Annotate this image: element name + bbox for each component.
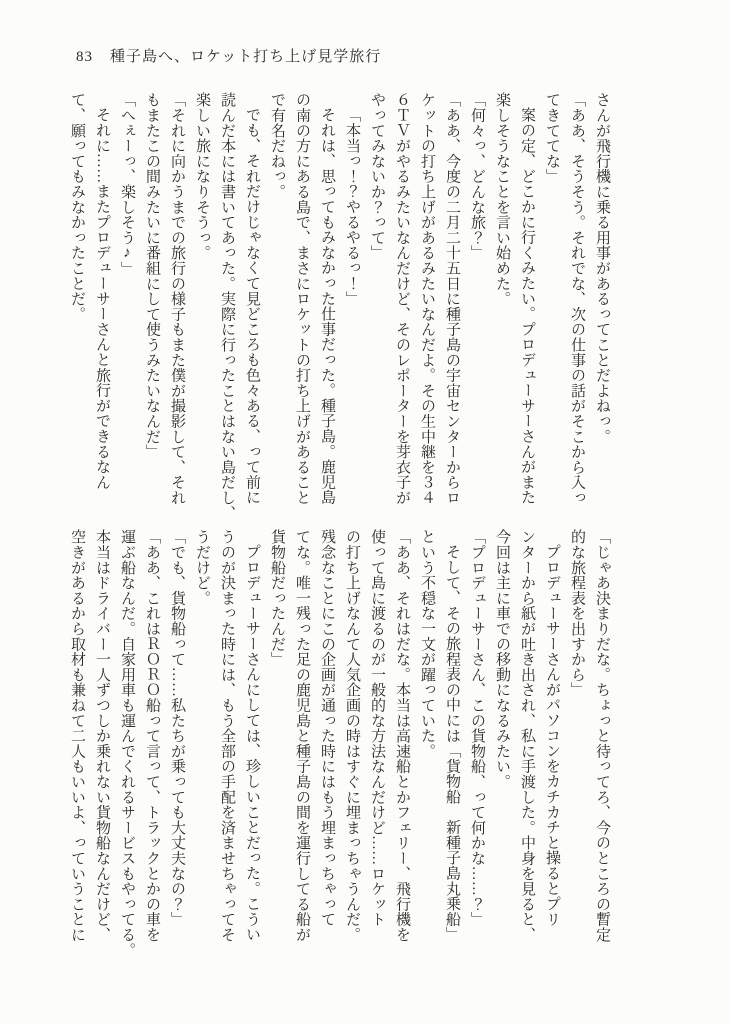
text-line: 「何々っ、どんな旅？」 bbox=[469, 92, 485, 261]
text-line: 運ぶ船なんだ。自家用車も運んでくれるサービスもやってる。 bbox=[119, 529, 135, 958]
text-line: 的な旅程表を出すから」 bbox=[569, 529, 585, 698]
text-line: それは、思ってもみなかった仕事だった。種子島。鹿児島 bbox=[319, 107, 335, 506]
text-line: 「でも、貨物船って……私たちが乗っても大丈夫なの？」 bbox=[169, 529, 185, 927]
text-line: て、願ってもみなかったことだ。 bbox=[69, 92, 85, 322]
text-line: で有名だねっ。 bbox=[269, 92, 285, 200]
text-line: ケットの打ち上げがあるみたいなんだよ。その生中継を３４ bbox=[419, 92, 435, 506]
text-line: 本当はドライバー一人ずつしか乗れない貨物船なんだけど、 bbox=[94, 529, 110, 943]
text-line: さんが飛行機に乗る用事があるってことだよねっ。 bbox=[594, 92, 610, 444]
text-line: うのが決まった時には、もう全部の手配を済ませちゃってそ bbox=[219, 529, 235, 943]
text-line: の打ち上げなんて人気企画の時はすぐに埋まっちゃうんだ。 bbox=[344, 529, 360, 943]
text-line: 「それに向かうまでの旅行の様子もまた僕が撮影して、それ bbox=[169, 92, 185, 506]
text-line: 読んだ本には書いてあった。実際に行ったことはない島だし、 bbox=[219, 92, 235, 521]
text-line: やってみないか？って」 bbox=[369, 92, 385, 261]
text-line: 「ああ、これはＲＯＲＯ船って言って、トラックとかの車を bbox=[144, 529, 160, 943]
text-line: うだけど。 bbox=[194, 529, 210, 606]
text-line: もまたこの間みたいに番組にして使うみたいなんだ」 bbox=[144, 92, 160, 460]
text-line: そして、その旅程表の中には「貨物船 新種子島丸乗船」 bbox=[444, 544, 460, 943]
text-line: プロデューサーさんがパソコンをカチカチと操るとプリ bbox=[544, 544, 560, 927]
text-line: 「ああ、今度の二月二十五日に種子島の宇宙センターからロ bbox=[444, 92, 460, 506]
text-line: 残念なことにこの企画が通った時にはもう埋まっちゃって bbox=[319, 529, 335, 927]
text-line: てな。唯一残った足の鹿児島と種子島の間を運行してる船が bbox=[294, 529, 310, 943]
text-block-bottom bbox=[64, 529, 614, 958]
text-line: 貨物船だったんだ」 bbox=[269, 529, 285, 667]
text-line: 「ああ、それはだな。本当は高速船とかフェリー、飛行機を bbox=[394, 529, 410, 943]
text-line: 「じゃあ決まりだな。ちょっと待ってろ、今のところの暫定 bbox=[594, 529, 610, 943]
text-line: 「ああ、そうそう。それでな、次の仕事の話がそこから入っ bbox=[569, 92, 585, 506]
text-line: ンターから紙が吐き出され、私に手渡した。中身を見ると、 bbox=[519, 529, 535, 943]
text-line: 「本当っ！？やるやるっ！」 bbox=[344, 107, 360, 307]
text-line: の南の方にある島で、まさにロケットの打ち上げがあること bbox=[294, 92, 310, 506]
running-title: 種子島へ、ロケット打ち上げ見学旅行 bbox=[110, 49, 382, 65]
text-line: という不穏な一文が躍っていた。 bbox=[419, 529, 435, 759]
page-number: 83 bbox=[76, 49, 93, 65]
text-line: それに……またプロデューサーさんと旅行ができるなん bbox=[94, 107, 110, 490]
page-header bbox=[76, 45, 381, 66]
text-line: てきててな」 bbox=[544, 92, 560, 184]
text-line: 空きがあるから取材も兼ねて二人もいいよ、っていうことに bbox=[69, 529, 85, 943]
text-line: 今回は主に車での移動になるみたい。 bbox=[494, 529, 510, 790]
text-block-top bbox=[64, 92, 614, 521]
text-line: 楽しそうなことを言い始めた。 bbox=[494, 92, 510, 307]
text-line: 使って島に渡るのが一般的な方法なんだけど……ロケット bbox=[369, 529, 385, 927]
text-line: でも、それだけじゃなくて見どころも色々ある、って前に bbox=[244, 107, 260, 506]
text-line: プロデューサーさんにしては、珍しいことだった。こうい bbox=[244, 544, 260, 943]
text-line: 案の定、どこかに行くみたい。プロデューサーさんがまた bbox=[519, 107, 535, 506]
text-line: 「へぇーっ、楽しそう♪」 bbox=[119, 92, 135, 277]
text-line: ６ＴＶがやるみたいなんだけど、そのレポーターを芽衣子が bbox=[394, 92, 410, 506]
text-line: 「プロデューサーさん、この貨物船、って何かな……？」 bbox=[469, 529, 485, 927]
text-line: 楽しい旅になりそうっ。 bbox=[194, 92, 210, 261]
